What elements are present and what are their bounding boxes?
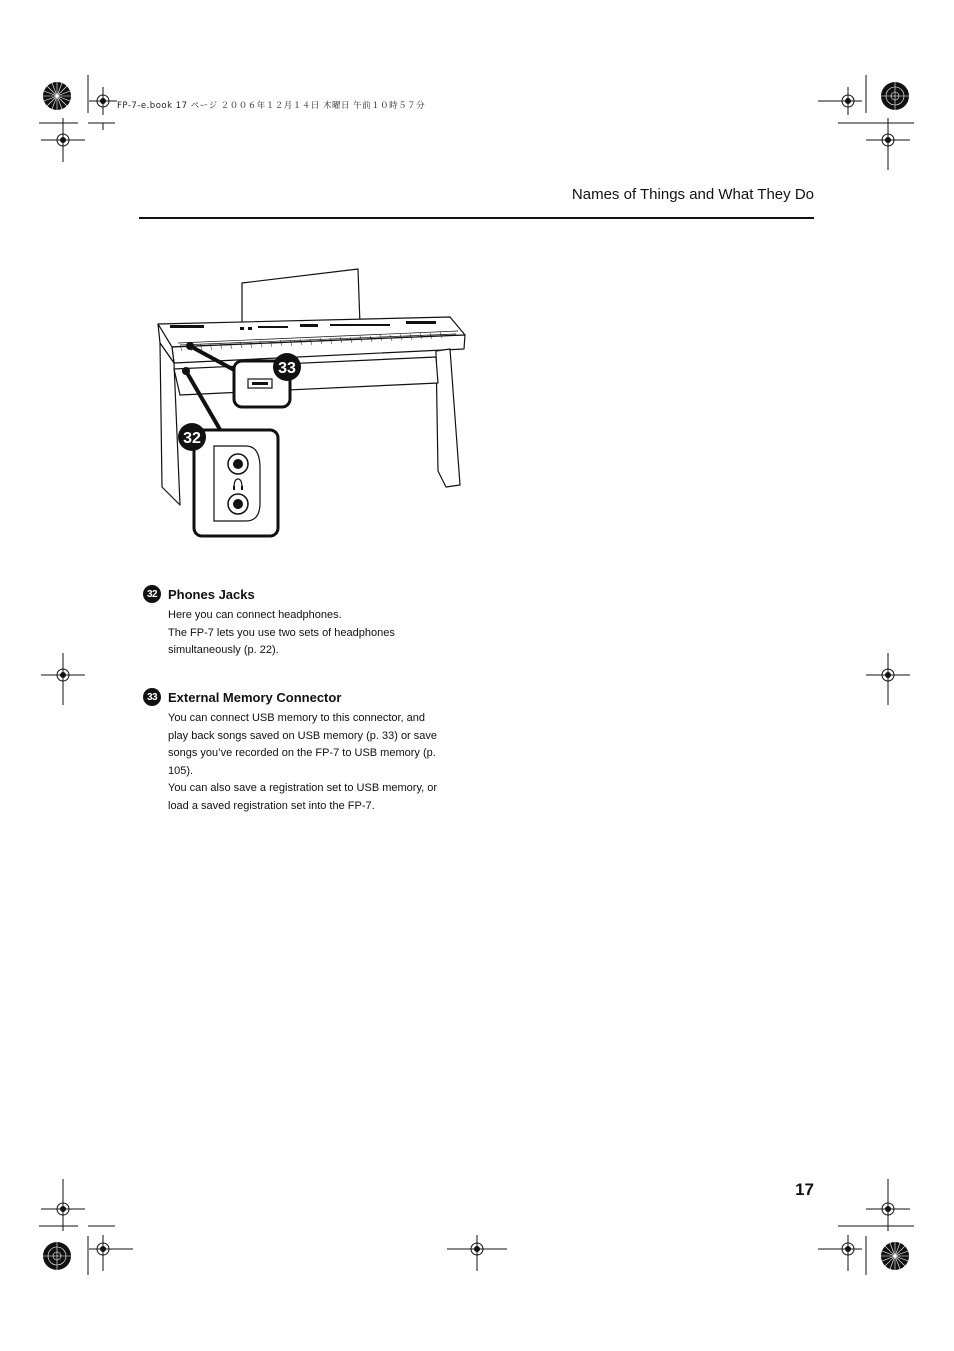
section-title: Phones Jacks — [168, 586, 255, 602]
file-stamp: FP-7-e.book 17 ページ ２００６年１２月１４日 木曜日 午前１０時５７分 — [117, 101, 426, 111]
section-body — [168, 607, 463, 660]
body-line: You can connect USB memory to this connector, and — [168, 712, 426, 724]
piano-illustration — [150, 265, 470, 545]
body-line: songs you’ve recorded on the FP-7 to USB memory (p. — [168, 747, 436, 759]
callout-32-label: 32 — [183, 430, 201, 447]
section-title: External Memory Connector — [168, 689, 342, 705]
body-line: simultaneously (p. 22). — [168, 644, 279, 656]
body-line: You can also save a registration set to USB memory, or — [168, 782, 438, 794]
section-number-badge: 33 — [143, 688, 161, 706]
body-line: 105). — [168, 764, 194, 777]
section-phones-jacks — [143, 584, 463, 660]
body-line: The FP-7 lets you use two sets of headphones — [168, 626, 395, 639]
section-heading — [143, 584, 463, 604]
body-line: load a saved registration set into the FP-7. — [168, 799, 375, 812]
body-line: play back songs saved on USB memory (p. 33) or save — [168, 729, 438, 742]
page-header-title: Names of Things and What They Do — [571, 186, 814, 203]
header-rule — [139, 217, 814, 219]
section-number-badge: 32 — [143, 585, 161, 603]
page-number: 17 — [795, 1180, 814, 1199]
body-line: Here you can connect headphones. — [168, 609, 342, 621]
section-external-memory-connector — [143, 687, 463, 815]
callout-33-label: 33 — [278, 360, 296, 377]
callout-32-badge — [178, 423, 206, 451]
callout-33-badge — [273, 353, 301, 381]
section-body — [168, 710, 463, 815]
section-heading — [143, 687, 463, 707]
